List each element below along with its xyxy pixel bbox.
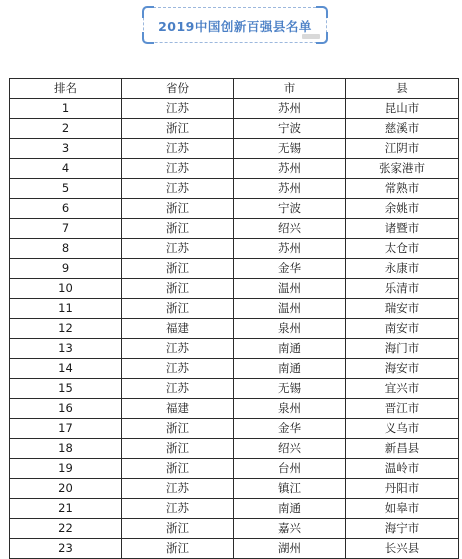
province-cell: 江苏 (122, 159, 234, 179)
city-cell: 绍兴 (234, 219, 346, 239)
rank-cell: 16 (10, 399, 122, 419)
city-cell: 泉州 (234, 399, 346, 419)
city-cell: 苏州 (234, 159, 346, 179)
table-row (10, 139, 459, 159)
rank-cell: 22 (10, 519, 122, 539)
county-cell: 慈溪市 (346, 119, 459, 139)
city-cell: 湖州 (234, 539, 346, 559)
table-row (10, 379, 459, 399)
table-row (10, 99, 459, 119)
province-cell: 江苏 (122, 359, 234, 379)
province-cell: 浙江 (122, 279, 234, 299)
table-row (10, 419, 459, 439)
table-row (10, 519, 459, 539)
province-cell: 浙江 (122, 439, 234, 459)
rank-cell: 19 (10, 459, 122, 479)
province-cell: 江苏 (122, 99, 234, 119)
table-row (10, 479, 459, 499)
table-body (10, 99, 459, 559)
county-cell: 太仓市 (346, 239, 459, 259)
province-cell: 江苏 (122, 379, 234, 399)
rank-cell: 3 (10, 139, 122, 159)
table-row (10, 339, 459, 359)
county-cell: 乐清市 (346, 279, 459, 299)
city-cell: 温州 (234, 279, 346, 299)
table-row (10, 239, 459, 259)
province-cell: 浙江 (122, 459, 234, 479)
rank-cell: 13 (10, 339, 122, 359)
city-cell: 无锡 (234, 139, 346, 159)
province-cell: 江苏 (122, 479, 234, 499)
province-cell: 浙江 (122, 519, 234, 539)
city-cell: 绍兴 (234, 439, 346, 459)
table-row (10, 299, 459, 319)
rank-cell: 18 (10, 439, 122, 459)
city-cell: 温州 (234, 299, 346, 319)
column-header-rank: 排名 (10, 79, 122, 99)
rank-cell: 10 (10, 279, 122, 299)
city-cell: 镇江 (234, 479, 346, 499)
rank-cell: 21 (10, 499, 122, 519)
county-cell: 瑞安市 (346, 299, 459, 319)
province-cell: 福建 (122, 319, 234, 339)
county-cell: 海门市 (346, 339, 459, 359)
city-cell: 无锡 (234, 379, 346, 399)
city-cell: 泉州 (234, 319, 346, 339)
column-header-city: 市 (234, 79, 346, 99)
rank-cell: 9 (10, 259, 122, 279)
table-row (10, 319, 459, 339)
county-cell: 新昌县 (346, 439, 459, 459)
county-cell: 宜兴市 (346, 379, 459, 399)
table-row (10, 539, 459, 559)
county-cell: 诸暨市 (346, 219, 459, 239)
city-cell: 南通 (234, 339, 346, 359)
city-cell: 苏州 (234, 99, 346, 119)
table-row (10, 499, 459, 519)
province-cell: 江苏 (122, 339, 234, 359)
county-cell: 晋江市 (346, 399, 459, 419)
province-cell: 浙江 (122, 259, 234, 279)
table-row (10, 179, 459, 199)
province-cell: 江苏 (122, 139, 234, 159)
province-cell: 浙江 (122, 299, 234, 319)
table-row (10, 199, 459, 219)
column-header-province: 省份 (122, 79, 234, 99)
city-cell: 南通 (234, 359, 346, 379)
county-cell: 余姚市 (346, 199, 459, 219)
rank-cell: 1 (10, 99, 122, 119)
city-cell: 苏州 (234, 239, 346, 259)
county-cell: 永康市 (346, 259, 459, 279)
county-cell: 江阴市 (346, 139, 459, 159)
province-cell: 江苏 (122, 179, 234, 199)
city-cell: 嘉兴 (234, 519, 346, 539)
rank-cell: 15 (10, 379, 122, 399)
city-cell: 南通 (234, 499, 346, 519)
province-cell: 浙江 (122, 119, 234, 139)
rank-cell: 7 (10, 219, 122, 239)
rank-cell: 2 (10, 119, 122, 139)
table-row (10, 459, 459, 479)
city-cell: 台州 (234, 459, 346, 479)
city-cell: 宁波 (234, 199, 346, 219)
table-row (10, 359, 459, 379)
table-header-row (10, 79, 459, 99)
county-cell: 张家港市 (346, 159, 459, 179)
city-cell: 宁波 (234, 119, 346, 139)
table-row (10, 159, 459, 179)
table-row (10, 219, 459, 239)
county-cell: 海安市 (346, 359, 459, 379)
rank-cell: 5 (10, 179, 122, 199)
county-cell: 丹阳市 (346, 479, 459, 499)
province-cell: 浙江 (122, 199, 234, 219)
column-header-county: 县 (346, 79, 459, 99)
title-banner (143, 7, 327, 43)
province-cell: 浙江 (122, 219, 234, 239)
city-cell: 金华 (234, 259, 346, 279)
county-cell: 温岭市 (346, 459, 459, 479)
province-cell: 浙江 (122, 539, 234, 559)
table-row (10, 119, 459, 139)
rank-cell: 6 (10, 199, 122, 219)
page-title: 2019中国创新百强县名单 (158, 19, 312, 34)
province-cell: 浙江 (122, 419, 234, 439)
table-row (10, 399, 459, 419)
watermark-stamp (302, 34, 320, 39)
rank-cell: 8 (10, 239, 122, 259)
city-cell: 金华 (234, 419, 346, 439)
rank-cell: 20 (10, 479, 122, 499)
table-row (10, 279, 459, 299)
table-row (10, 259, 459, 279)
county-cell: 长兴县 (346, 539, 459, 559)
rank-cell: 17 (10, 419, 122, 439)
county-cell: 义乌市 (346, 419, 459, 439)
rank-cell: 11 (10, 299, 122, 319)
county-cell: 如皋市 (346, 499, 459, 519)
rank-cell: 23 (10, 539, 122, 559)
county-cell: 海宁市 (346, 519, 459, 539)
city-cell: 苏州 (234, 179, 346, 199)
ranking-table (9, 78, 459, 559)
province-cell: 江苏 (122, 499, 234, 519)
rank-cell: 4 (10, 159, 122, 179)
county-cell: 昆山市 (346, 99, 459, 119)
province-cell: 江苏 (122, 239, 234, 259)
county-cell: 常熟市 (346, 179, 459, 199)
rank-cell: 14 (10, 359, 122, 379)
table-row (10, 439, 459, 459)
province-cell: 福建 (122, 399, 234, 419)
county-cell: 南安市 (346, 319, 459, 339)
rank-cell: 12 (10, 319, 122, 339)
